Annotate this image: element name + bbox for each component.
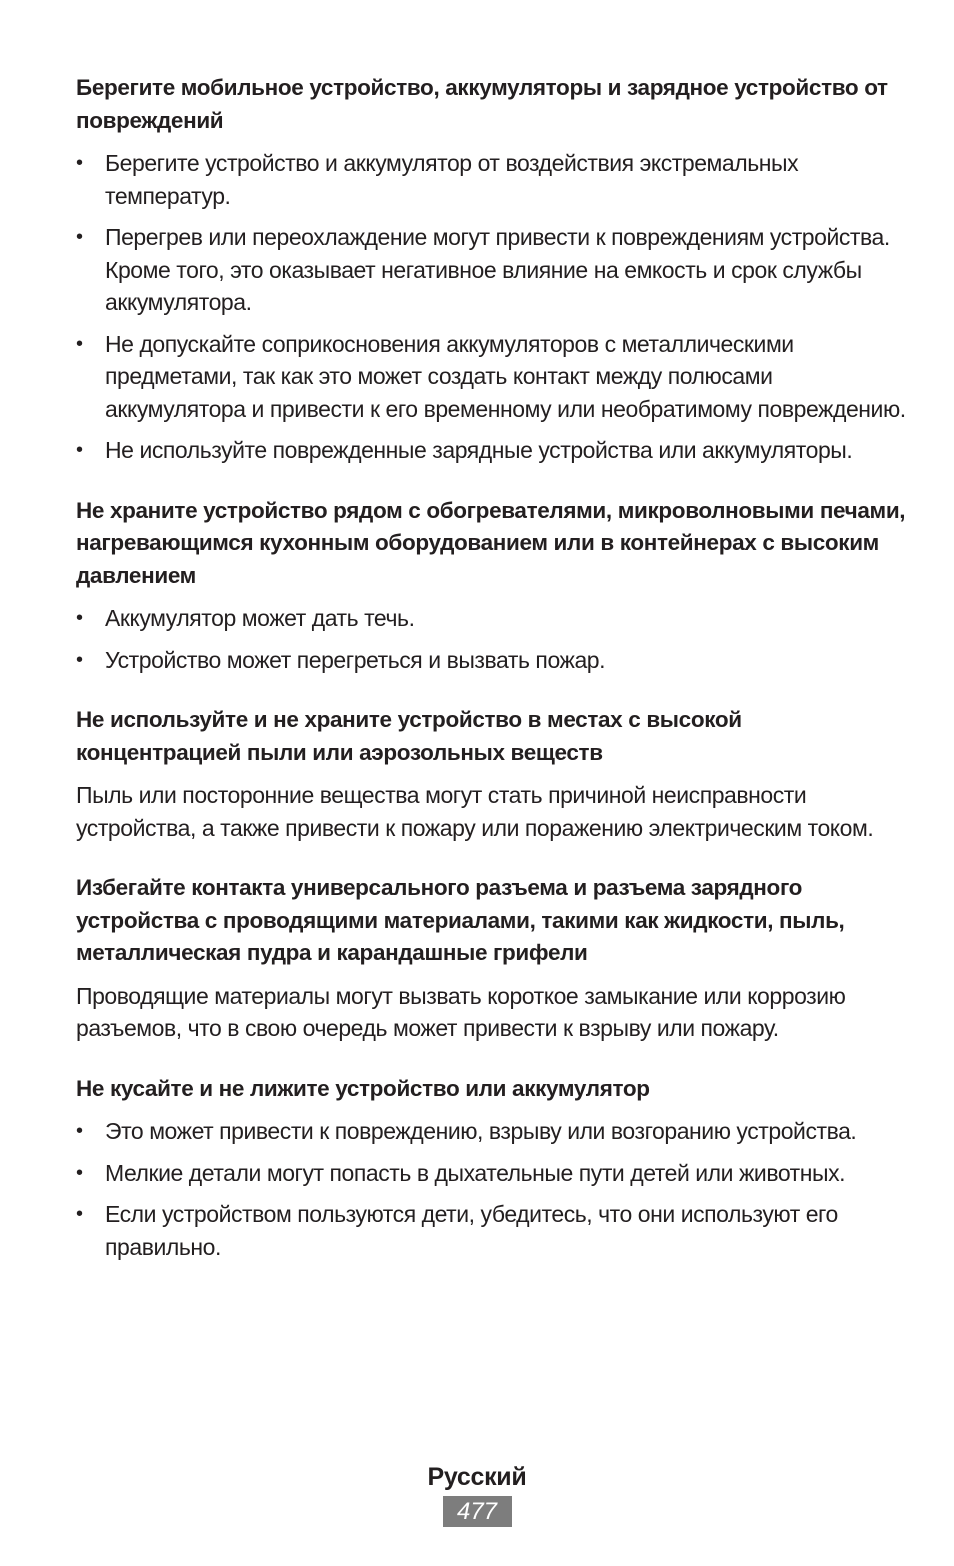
bullet-icon: • xyxy=(76,332,83,355)
bullet-list xyxy=(76,602,906,676)
page-number: 477 xyxy=(443,1496,512,1527)
footer-language: Русский xyxy=(427,1463,527,1491)
list-item xyxy=(76,221,906,319)
list-item-text: Это может привести к повреждению, взрыву или возгоранию устройства. xyxy=(105,1118,857,1144)
list-item-text: Не используйте поврежденные зарядные устройства или аккумуляторы. xyxy=(105,437,853,463)
list-item xyxy=(76,328,906,426)
bullet-icon: • xyxy=(76,1120,83,1142)
list-item-text: Устройство может перегреться и вызвать пожар. xyxy=(105,646,606,673)
section-do-not-bite xyxy=(76,1073,906,1264)
list-item-text: Мелкие детали могут попасть в дыхательные пути детей или животных. xyxy=(105,1159,846,1186)
section-conductive-materials xyxy=(76,872,906,1045)
list-item-text: Берегите устройство и аккумулятор от воздействия экстремальных температур. xyxy=(105,150,799,209)
section-protect-device xyxy=(76,72,906,467)
bullet-icon: • xyxy=(76,152,83,174)
list-item-text: Не допускайте соприкосновения аккумуляторов с металлическими предметами, так как это может создать контакт между полюсами аккумулятора и привести к его временному или необратимому повреждению. xyxy=(105,330,906,422)
list-item xyxy=(76,644,906,677)
bullet-icon: • xyxy=(76,607,83,629)
bullet-list xyxy=(76,1115,906,1263)
document-page xyxy=(76,72,906,1291)
section-paragraph: Проводящие материалы могут вызвать короткое замыкание или коррозию разъемов, что в свою очередь может привести к взрыву или пожару. xyxy=(76,982,846,1041)
list-item xyxy=(76,1157,906,1190)
section-paragraph: Пыль или посторонние вещества могут стать причиной неисправности устройства, а также привести к пожару или поражению электрическим током. xyxy=(76,782,874,841)
bullet-list xyxy=(76,147,906,467)
section-heading: Не используйте и не храните устройство в местах с высокой концентрацией пыли или аэрозольных веществ xyxy=(76,707,742,765)
section-heading: Не храните устройство рядом с обогревателями, микроволновыми печами, нагревающимся кухонным оборудованием или в контейнерах с высоким давлением xyxy=(76,497,906,588)
list-item xyxy=(76,1115,906,1148)
section-heading: Избегайте контакта универсального разъема и разъема зарядного устройства с проводящими материалами, такими как жидкости, пыль, металлическая пудра и карандашные грифели xyxy=(76,875,845,965)
list-item-text: Аккумулятор может дать течь. xyxy=(105,605,415,631)
bullet-icon: • xyxy=(76,439,83,461)
section-heading: Не кусайте и не лижите устройство или аккумулятор xyxy=(76,1075,650,1101)
list-item xyxy=(76,602,906,635)
bullet-icon: • xyxy=(76,648,83,671)
bullet-icon: • xyxy=(76,1161,83,1184)
list-item xyxy=(76,147,906,212)
list-item-text: Перегрев или переохлаждение могут привести к повреждениям устройства. Кроме того, это оказывает негативное влияние на емкость и срок службы аккумулятора. xyxy=(105,224,890,315)
section-dust xyxy=(76,704,906,844)
section-heat-sources xyxy=(76,495,906,677)
list-item-text: Если устройством пользуются дети, убедитесь, что они используют его правильно. xyxy=(105,1201,838,1260)
bullet-icon: • xyxy=(76,1203,83,1225)
section-heading: Берегите мобильное устройство, аккумуляторы и зарядное устройство от повреждений xyxy=(76,75,888,133)
list-item xyxy=(76,1198,906,1263)
page-footer xyxy=(0,1460,954,1527)
list-item xyxy=(76,434,906,467)
bullet-icon: • xyxy=(76,226,83,248)
